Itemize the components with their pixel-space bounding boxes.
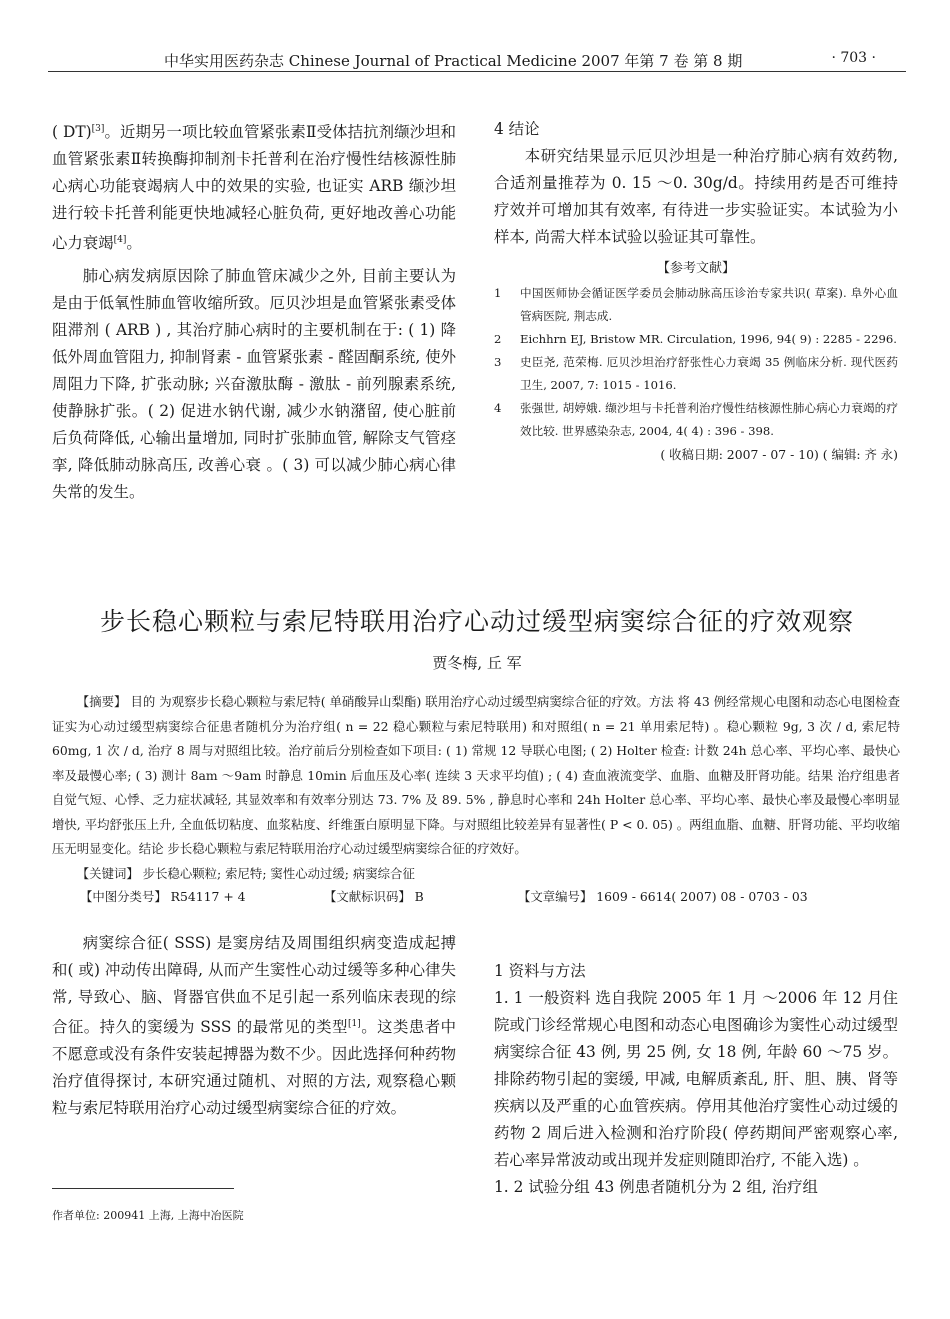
bottom-right-column <box>494 958 898 1201</box>
reference-text: 张强世, 胡婷娥. 缬沙坦与卡托普利治疗慢性结核源性肺心病心力衰竭的疗效比较. 世界感染杂志, 2004, 4( 4) : 396 - 398. <box>520 401 898 438</box>
author-affiliation: 作者单位: 200941 上海, 上海中冶医院 <box>52 1209 244 1222</box>
citation-ref: [1] <box>347 1019 361 1029</box>
citation-ref: [4] <box>113 235 127 246</box>
document-code: 【文献标识码】 B <box>324 889 424 904</box>
footnote-rule <box>52 1188 234 1189</box>
references-heading: 【参考文献】 <box>656 261 735 276</box>
text-segment: 病窦综合征( SSS) 是窦房结及周围组织病变造成起搏和( 或) 冲动传出障碍, 从而产生窦性心动过缓等多种心律失常, 导致心、脑、肾器官供血不足引起一系列临床表现的综合征。持久的窦缓为 SSS 的最常见的类型 <box>52 934 456 1037</box>
reference-number: 2 <box>494 332 502 346</box>
reference-number: 3 <box>494 355 502 369</box>
reference-item <box>494 397 898 443</box>
abstract-block <box>52 690 900 886</box>
article-number: 【文章编号】 1609 - 6614( 2007) 08 - 0703 - 03 <box>518 889 808 904</box>
journal-line: 中华实用医药杂志 Chinese Journal of Practical Medicine 2007 年第 7 卷 第 8 期 <box>164 52 743 70</box>
citation-ref: [3] <box>91 124 105 134</box>
reference-item <box>494 282 898 328</box>
clc-number: 【中图分类号】 R54117 + 4 <box>80 889 246 904</box>
introduction-text <box>52 930 456 1122</box>
paragraph-arb <box>52 116 456 257</box>
reference-text: Eichhrn EJ, Bristow MR. Circulation, 1996, 94( 9) : 2285 - 2296. <box>520 332 897 346</box>
text-segment: 。 <box>126 234 142 253</box>
subsection-general-data: 1. 1 一般资料 选自我院 2005 年 1 月 ～2006 年 12 月住院或门诊经常规心电图和动态心电图确诊为窦性心动过缓型病窦综合征 43 例, 男 25 例, 女 18 例, 年龄 60 ～75 岁。排除药物引起的窦缓, 甲减, 电解质紊乱, 肝、胆、胰、肾等疾病以及严重的心血管疾病。停用其他治疗窦性心动过缓的药物 2 周后进入检测和治疗阶段( 停药期间严密观察心率, 若心率异常波动或出现并发症则随即治疗, 不能入选) 。 <box>494 989 898 1169</box>
running-header <box>48 44 906 72</box>
article-title: 步长稳心颗粒与索尼特联用治疗心动过缓型病窦综合征的疗效观察 <box>99 607 854 636</box>
reference-number: 1 <box>494 286 502 300</box>
subsection-grouping: 1. 2 试验分组 43 例患者随机分为 2 组, 治疗组 <box>494 1178 818 1196</box>
top-left-column <box>52 116 456 506</box>
keywords: 【关键词】 步长稳心颗粒; 索尼特; 窦性心动过缓; 病窦综合征 <box>76 865 415 881</box>
reference-list <box>494 282 898 466</box>
conclusion-text: 本研究结果显示厄贝沙坦是一种治疗肺心病有效药物, 合适剂量推荐为 0. 15 ～0. 30g/d。持续用药是否可维持疗效并可增加其有效率, 有待进一步实验证实。本试验为小样本, 尚需大样本试验以验证其可靠性。 <box>494 147 898 246</box>
reference-item <box>494 328 898 351</box>
page-number: · 703 · <box>831 50 876 66</box>
bottom-left-column <box>52 930 456 1122</box>
abstract-text: 【摘要】 目的 为观察步长稳心颗粒与索尼特( 单硝酸异山梨酯) 联用治疗心动过缓型病窦综合征的疗效。方法 将 43 例经常规心电图和动态心电图检查证实为心动过缓型病窦综合征患者随机分为治疗组( n = 22 稳心颗粒与索尼特联用) 和对照组( n = 21 单用索尼特) 。稳心颗粒 9g, 3 次 / d, 索尼特 60mg, 1 次 / d, 治疗 8 周与对照组比较。治疗前后分别检查如下项目: ( 1) 常规 12 导联心电图; ( 2) Holter 检查: 计数 24h 总心率、平均心率、最快心率及最慢心率; ( 3) 测计 8am ～9am 时静息 10min 后血压及心率( 连续 3 天求平均值) ; ( 4) 查血液流变学、血脂、血糖及肝肾功能。结果 治疗组患者自觉气短、心悸、乏力症状减轻, 其显效率和有效率分别达 73. 7% 及 89. 5% , 静息时心率和 24h Holter 总心率、平均心率、最快心率及最慢心率明显增快, 平均舒张压上升, 全血低切粘度、血浆粘度、纤维蛋白原明显下降。与对照组比较差异有显著性( P < 0. 05) 。两组血脂、血糖、肝肾功能、平均收缩压无明显变化。结论 步长稳心颗粒与索尼特联用治疗心动过缓型病窦综合征的疗效好。 <box>52 694 900 856</box>
article-authors: 贾冬梅, 丘 军 <box>432 654 522 672</box>
header-rule <box>48 71 906 72</box>
reference-text: 中国医师协会循证医学委员会肺动脉高压诊治专家共识( 草案). 阜外心血管病医院, 荆志成. <box>520 286 898 323</box>
text-segment: 。这类患者中不愿意或没有条件安装起搏器为数不少。因此选择何种药物治疗值得探讨, 本研究通过随机、对照的方法, 观察稳心颗粒与索尼特联用治疗心动过缓型病窦综合征的疗效。 <box>52 1018 456 1118</box>
top-right-column <box>494 116 898 466</box>
received-date: ( 收稿日期: 2007 - 07 - 10) ( 编辑: 齐 永) <box>660 447 898 462</box>
reference-text: 史臣尧, 范荣梅. 厄贝沙坦治疗舒张性心力衰竭 35 例临床分析. 现代医药卫生, 2007, 7: 1015 - 1016. <box>520 355 898 392</box>
text-segment: 。近期另一项比较血管紧张素Ⅱ受体拮抗剂缬沙坦和血管紧张素Ⅱ转换酶抑制剂卡托普利在治疗慢性结核源性肺心病心功能衰竭病人中的效果的实验, 也证实 ARB 缬沙坦进行较卡托普利能更快地减轻心脏负荷, 更好地改善心功能心力衰竭 <box>52 123 456 253</box>
reference-item <box>494 351 898 397</box>
reference-number: 4 <box>494 401 502 415</box>
paragraph-mechanism: 肺心病发病原因除了肺血管床减少之外, 目前主要认为是由于低氧性肺血管收缩所致。厄贝沙坦是血管紧张素受体阻滞剂 ( ARB ) , 其治疗肺心病时的主要机制在于: ( 1) 降低外周血管阻力, 抑制肾素 - 血管紧张素 - 醛固酮系统, 使外周阻力下降, 扩张动脉; 兴奋激肽酶 - 激肽 - 前列腺素系统, 使静脉扩张。( 2) 促进水钠代谢, 减少水钠潴留, 使心脏前后负荷降低, 心输出量增加, 同时扩张肺血管, 解除支气管痉挛, 降低肺动脉高压, 改善心衰 。( 3) 可以减少肺心病心律失常的发生。 <box>52 267 456 502</box>
section-heading-methods: 1 资料与方法 <box>494 962 586 980</box>
text-segment: ( DT) <box>52 123 92 142</box>
section-heading-conclusion: 4 结论 <box>494 120 540 138</box>
